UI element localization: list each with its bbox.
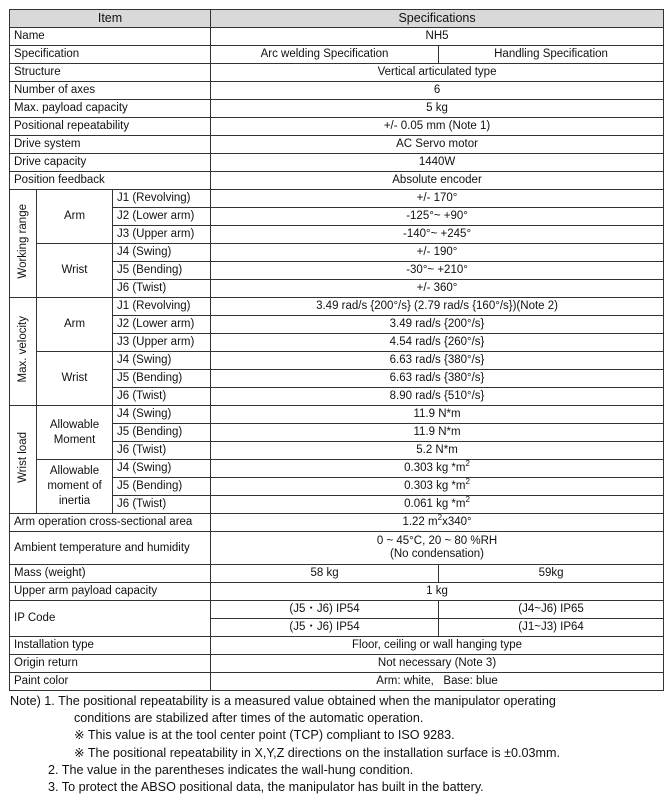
row-label: Mass (weight)	[10, 565, 211, 583]
table-row	[10, 46, 664, 64]
axis-value: -140°~ +245°	[211, 226, 664, 244]
row-label: Origin return	[10, 655, 211, 673]
note-1-continued: conditions are stabilized after times of the automatic operation.	[74, 711, 424, 726]
handling-spec-cell: Handling Specification	[439, 46, 664, 64]
row-value: Arm: white, Base: blue	[211, 673, 664, 691]
axis-label: J4 (Swing)	[113, 352, 211, 370]
axis-value: 11.9 N*m	[211, 406, 664, 424]
row-value: Not necessary (Note 3)	[211, 655, 664, 673]
arc-mass-cell: 58 kg	[211, 565, 439, 583]
wrist-group: Wrist	[37, 352, 113, 406]
axis-value: 0.061 kg $*m^2$	[211, 496, 664, 514]
table-row	[10, 64, 664, 82]
axis-label: J5 (Bending)	[113, 424, 211, 442]
wrist-group: Wrist	[37, 244, 113, 298]
axis-label: J3 (Upper arm)	[113, 334, 211, 352]
axis-label: J2 (Lower arm)	[113, 316, 211, 334]
row-label: Drive system	[10, 136, 211, 154]
axis-label: J6 (Twist)	[113, 388, 211, 406]
axis-value: 8.90 rad/s {510°/s}	[211, 388, 664, 406]
note-1-tcp: ※ This value is at the tool center point (TCP) compliant to ISO 9283.	[74, 728, 455, 743]
table-row	[10, 154, 664, 172]
table-row	[10, 190, 664, 208]
table-row	[10, 28, 664, 46]
axis-value: 6.63 rad/s {380°/s}	[211, 352, 664, 370]
handling-mass-cell: 59kg	[439, 565, 664, 583]
max-velocity-group: Max. velocity	[10, 298, 37, 406]
row-label: Paint color	[10, 673, 211, 691]
table-row	[10, 673, 664, 691]
row-value: 1 kg	[211, 583, 664, 601]
axis-value: 3.49 rad/s {200°/s}	[211, 316, 664, 334]
axis-value: 3.49 rad/s {200°/s} (2.79 rad/s {160°/s})(Note 2)	[211, 298, 664, 316]
axis-value: 0.303 kg $*m^2$	[211, 478, 664, 496]
table-row	[10, 352, 664, 370]
table-row	[10, 637, 664, 655]
arc-spec-cell: Arc welding Specification	[211, 46, 439, 64]
spec-table	[9, 9, 664, 691]
spec-header: Specifications	[211, 10, 664, 28]
arm-group: Arm	[37, 298, 113, 352]
handling-ip-cell: (J1~J3) IP64	[439, 619, 664, 637]
axis-label: J5 (Bending)	[113, 262, 211, 280]
arc-ip-cell: (J5・J6) IP54	[211, 619, 439, 637]
row-label: Structure	[10, 64, 211, 82]
item-header: Item	[10, 10, 211, 28]
row-value: Floor, ceiling or wall hanging type	[211, 637, 664, 655]
table-row	[10, 601, 664, 619]
axis-label: J5 (Bending)	[113, 478, 211, 496]
axis-value: 11.9 N*m	[211, 424, 664, 442]
axis-label: J4 (Swing)	[113, 244, 211, 262]
table-row	[10, 118, 664, 136]
note-1: Note) 1. The positional repeatability is a measured value obtained when the manipulator operating	[10, 694, 556, 708]
row-label: Max. payload capacity	[10, 100, 211, 118]
table-row	[10, 100, 664, 118]
axis-value: +/- 190°	[211, 244, 664, 262]
arc-ip-cell: (J5・J6) IP54	[211, 601, 439, 619]
axis-value: +/- 360°	[211, 280, 664, 298]
axis-value: 4.54 rad/s {260°/s}	[211, 334, 664, 352]
table-row	[10, 172, 664, 190]
axis-label: J6 (Twist)	[113, 496, 211, 514]
arm-group: Arm	[37, 190, 113, 244]
row-label: Installation type	[10, 637, 211, 655]
row-label: Name	[10, 28, 211, 46]
table-row	[10, 406, 664, 424]
row-label: Number of axes	[10, 82, 211, 100]
axis-value: 6.63 rad/s {380°/s}	[211, 370, 664, 388]
row-label: Specification	[10, 46, 211, 64]
note-3: 3. To protect the ABSO positional data, the manipulator has built in the battery.	[48, 780, 484, 795]
row-label: Position feedback	[10, 172, 211, 190]
row-value: 5 kg	[211, 100, 664, 118]
table-row	[10, 532, 664, 565]
axis-value: -30°~ +210°	[211, 262, 664, 280]
handling-ip-cell: (J4~J6) IP65	[439, 601, 664, 619]
working-range-group: Working range	[10, 190, 37, 298]
row-value: 1.22 $m^2x340^\circ$	[211, 514, 664, 532]
row-value: +/- 0.05 mm (Note 1)	[211, 118, 664, 136]
notes-section	[10, 693, 665, 796]
axis-value: -125°~ +90°	[211, 208, 664, 226]
row-value: AC Servo motor	[211, 136, 664, 154]
row-value: Absolute encoder	[211, 172, 664, 190]
row-label: Drive capacity	[10, 154, 211, 172]
table-row	[10, 565, 664, 583]
axis-label: J6 (Twist)	[113, 280, 211, 298]
row-value: NH5	[211, 28, 664, 46]
axis-label: J4 (Swing)	[113, 406, 211, 424]
row-label: Ambient temperature and humidity	[10, 532, 211, 565]
table-row	[10, 244, 664, 262]
allowable-inertia-group: Allowable moment of inertia	[37, 460, 113, 514]
table-row	[10, 82, 664, 100]
table-row	[10, 298, 664, 316]
axis-label: J4 (Swing)	[113, 460, 211, 478]
note-2: 2. The value in the parentheses indicates the wall-hung condition.	[48, 762, 414, 777]
note-1-xyz: ※ The positional repeatability in X,Y,Z directions on the installation surface is ±0.03mm.	[74, 745, 561, 760]
axis-label: J3 (Upper arm)	[113, 226, 211, 244]
table-row	[10, 460, 664, 478]
table-row	[10, 655, 664, 673]
row-value: 0 ~ 45°C, 20 ~ 80 %RH (No condensation)	[211, 532, 664, 565]
axis-value: +/- 170°	[211, 190, 664, 208]
axis-label: J5 (Bending)	[113, 370, 211, 388]
allowable-moment-group: Allowable Moment	[37, 406, 113, 460]
header-row	[10, 10, 664, 28]
axis-value: 5.2 N*m	[211, 442, 664, 460]
row-value: 6	[211, 82, 664, 100]
wrist-load-group: Wrist load	[10, 406, 37, 514]
row-label: Positional repeatability	[10, 118, 211, 136]
axis-label: J2 (Lower arm)	[113, 208, 211, 226]
row-label: Arm operation cross-sectional area	[10, 514, 211, 532]
table-row	[10, 136, 664, 154]
row-label: IP Code	[10, 601, 211, 637]
axis-value: 0.303 kg $*m^2$	[211, 460, 664, 478]
axis-label: J1 (Revolving)	[113, 298, 211, 316]
axis-label: J6 (Twist)	[113, 442, 211, 460]
table-row	[10, 514, 664, 532]
row-value: 1440W	[211, 154, 664, 172]
row-label: Upper arm payload capacity	[10, 583, 211, 601]
table-row	[10, 583, 664, 601]
axis-label: J1 (Revolving)	[113, 190, 211, 208]
row-value: Vertical articulated type	[211, 64, 664, 82]
